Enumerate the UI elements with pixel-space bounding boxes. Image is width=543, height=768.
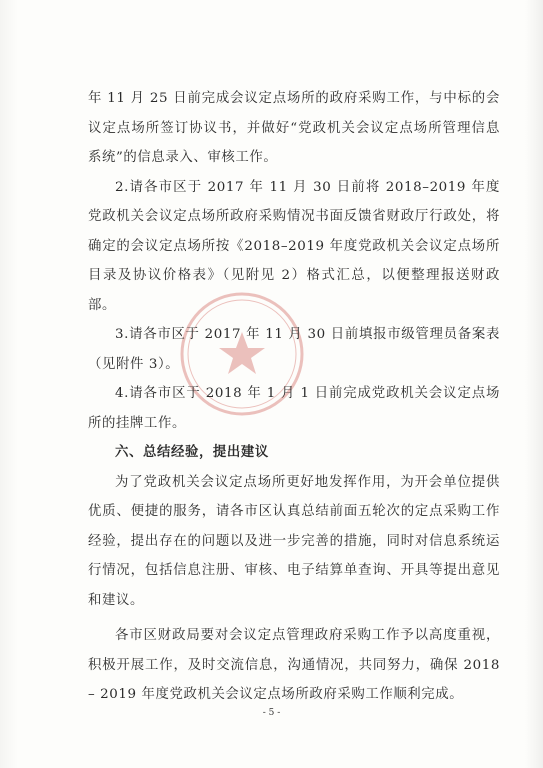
paragraph-continuation: 年 11 月 25 日前完成会议定点场所的政府采购工作，与中标的会议定点场所签订协议书，并做好“党政机关会议定点场所管理信息系统”的信息录入、审核工作。 — [88, 91, 500, 165]
paragraph-closing: 各市区财政局要对会议定点管理政府采购工作予以高度重视，积极开展工作，及时交流信息，沟通情况，共同努力，确保 2018 – 2019 年度党政机关会议定点场所政府采购工作顺利完成。 — [88, 628, 500, 702]
paragraph-item-4: 4.请各市区于 2018 年 1 月 1 日前完成党政机关会议定点场所的挂牌工作。 — [88, 386, 500, 431]
paragraph-item-2: 2.请各市区于 2017 年 11 月 30 日前将 2018–2019 年度党政机关会议定点场所政府采购情况书面反馈省财政厅行政处，将确定的会议定点场所按《2018–2019 年度党政机关会议定点场所目录及协议价格表》（见附见 2）格式汇总，以便整理报送财政部。 — [88, 179, 500, 313]
paragraph-summary: 为了党政机关会议定点场所更好地发挥作用，为开会单位提供优质、便捷的服务，请各市区认真总结前面五轮次的定点采购工作经验，提出存在的问题以及进一步完善的措施，同时对信息系统运行情况，包括信息注册、审核、电子结算单查询、开具等提出意见和建议。 — [88, 474, 500, 608]
paragraph-item-3: 3.请各市区于 2017 年 11 月 30 日前填报市级管理员备案表（见附件 3）。 — [88, 327, 500, 372]
page-number: - 5 - — [262, 708, 281, 718]
section-heading: 六、总结经验，提出建议 — [115, 445, 269, 460]
document-body — [88, 84, 500, 710]
